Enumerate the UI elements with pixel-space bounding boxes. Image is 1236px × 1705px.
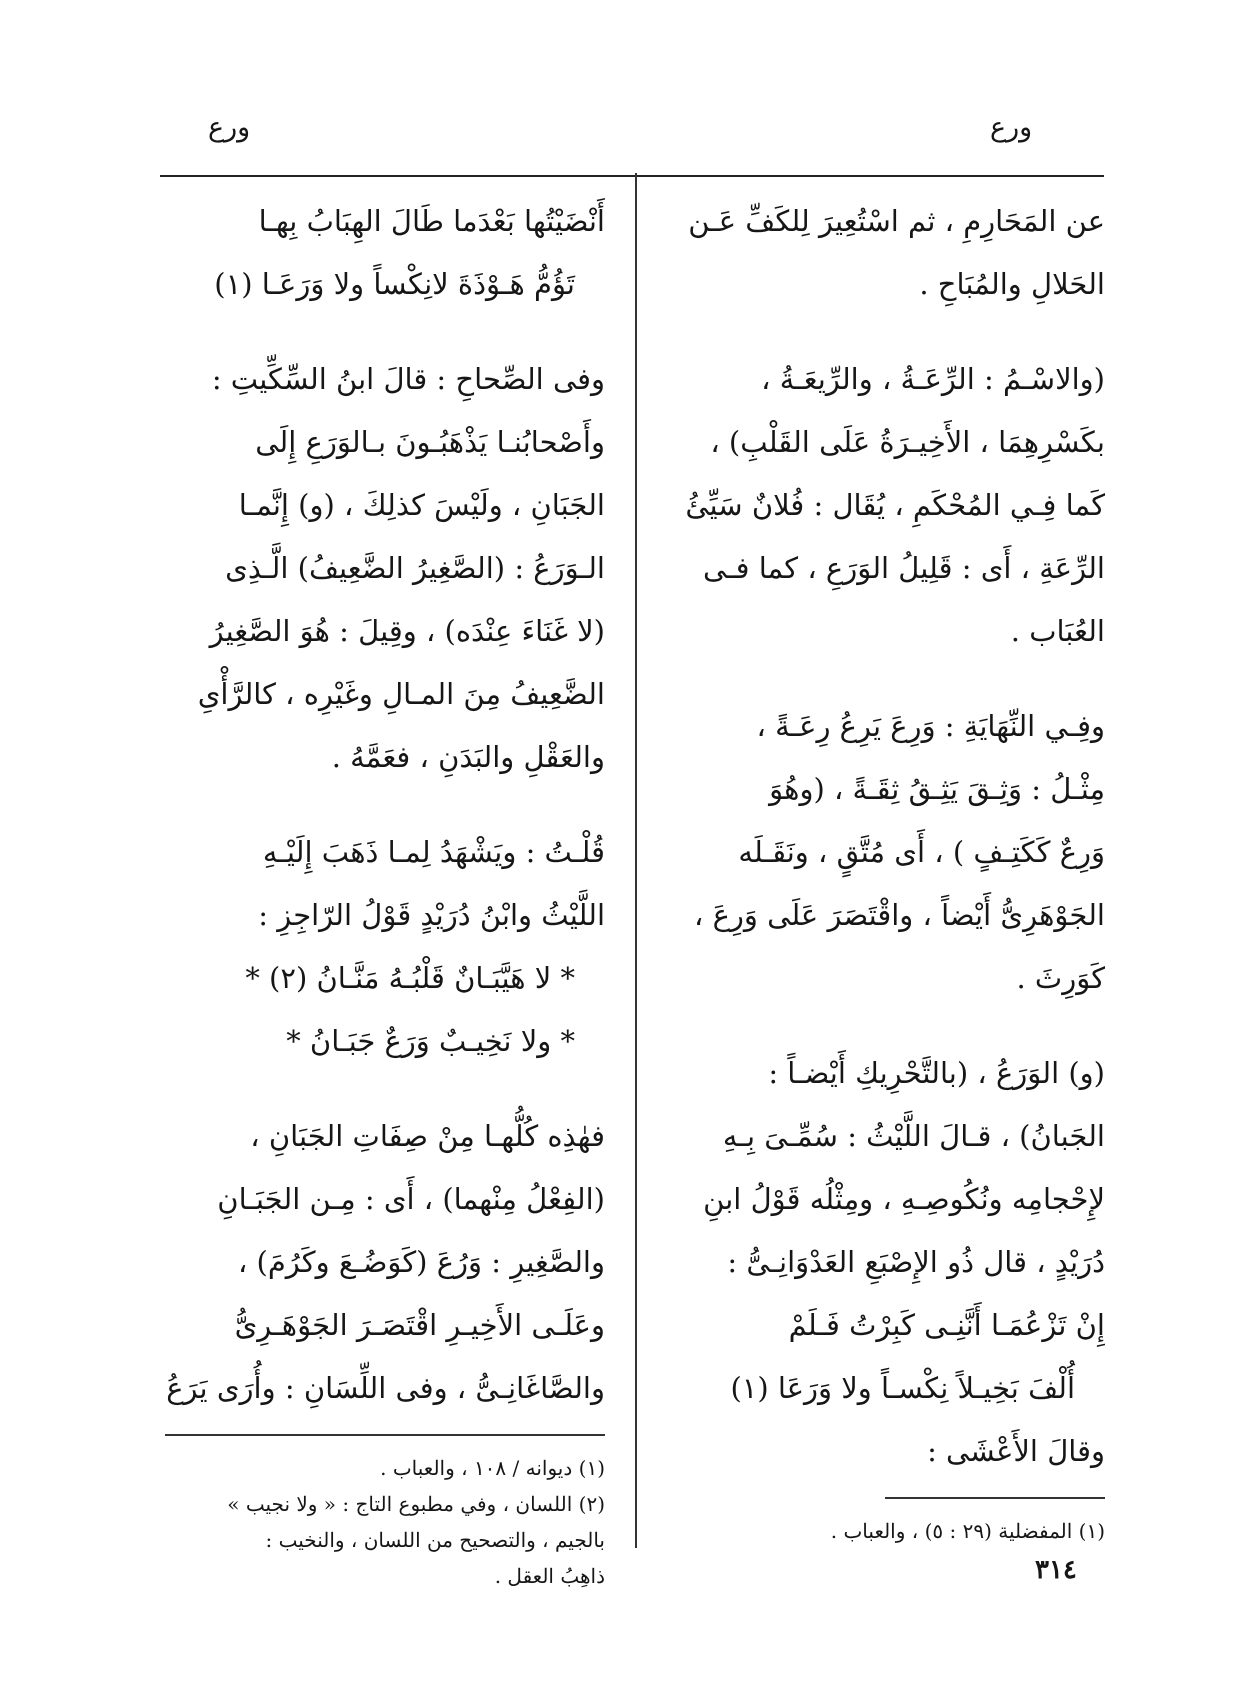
text-line: الجَبَانِ ، ولَيْسَ كذلِكَ ، (و) إِنَّمـا bbox=[238, 488, 605, 522]
footnote: بالجيم ، والتصحيح من اللسان ، والنخيب : bbox=[265, 1528, 605, 1552]
text-line: كَما فِـي المُحْكَمِ ، يُقَال : فُلانٌ سَيِّئُ bbox=[685, 488, 1105, 522]
verse-line: إِنْ تَزْعُمَـا أَنَّنِـى كَبِرْتُ فَـلَمْ bbox=[788, 1308, 1105, 1342]
footnote: (١) المفضلية (٢٩ : ٥) ، والعباب . bbox=[830, 1519, 1105, 1543]
running-head-right: ورع bbox=[990, 112, 1033, 143]
text-line: (لا غَنَاءَ عِنْدَه) ، وقِيلَ : هُوَ الصَّغِيرُ bbox=[209, 614, 605, 648]
page-number: ٣١٤ bbox=[1035, 1555, 1077, 1585]
text-line: الـوَرَعُ : (الصَّغِيرُ الضَّعِيفُ) الَّـذِى bbox=[225, 551, 605, 585]
text-line: كَوَرِثَ . bbox=[1016, 961, 1105, 995]
text-line: الرِّعَةِ ، أَى : قَلِيلُ الوَرَعِ ، كما فـى bbox=[702, 551, 1105, 585]
text-line: وَرِعٌ كَكَتِـفٍ ) ، أَى مُتَّقٍ ، ونَقَـلَه bbox=[738, 835, 1105, 869]
text-line: (و) الوَرَعُ ، (بالتَّحْرِيكِ أَيْضـاً : bbox=[768, 1056, 1105, 1090]
text-line: قُلْـتُ : ويَشْهَدُ لِمـا ذَهَبَ إِلَيْـهِ bbox=[262, 835, 605, 869]
footnote-rule bbox=[165, 1434, 605, 1436]
verse-line: * لا هَيَّبَـانٌ قَلْبُـهُ مَنَّـانُ (٢) * bbox=[245, 961, 575, 995]
text-line: وفِـي النِّهَايَةِ : وَرِعَ يَرِعُ رِعَـةً ، bbox=[756, 709, 1105, 743]
text-line: دُرَيْدٍ ، قال ذُو الإِصْبَعِ العَدْوَانِـىُّ : bbox=[727, 1245, 1105, 1279]
text-line: والصَّاغَانِـىُّ ، وفى اللِّسَانِ : وأُرَى يَرَعُ bbox=[166, 1371, 605, 1405]
verse-line: تَؤُمُّ هَـوْذَةَ لانِكْساً ولا وَرَعَـا (١) bbox=[214, 267, 575, 301]
text-line: الجَبانُ) ، قـالَ اللَّيْثُ : سُمِّـىَ بِـهِ bbox=[722, 1119, 1105, 1153]
footnote-rule bbox=[885, 1497, 1105, 1499]
footnote: ذاهِبُ العقل . bbox=[494, 1564, 605, 1588]
text-line: عن المَحَارِمِ ، ثم اسْتُعِيرَ لِلكَفِّ عَـن bbox=[688, 204, 1105, 238]
text-line: لإِحْجامِه ونُكُوصِـهِ ، ومِثْلُه قَوْلُ ابنِ bbox=[703, 1182, 1105, 1216]
text-line: اللَّيْثُ وابْنُ دُرَيْدٍ قَوْلُ الرّاجِزِ : bbox=[258, 898, 605, 932]
column-divider bbox=[635, 173, 637, 1548]
running-head-left: ورع bbox=[208, 112, 251, 143]
text-line: الضَّعِيفُ مِنَ المـالِ وغَيْرِه ، كالرَّأْىِ bbox=[197, 677, 605, 711]
text-line: والعَقْلِ والبَدَنِ ، فعَمَّهُ . bbox=[331, 740, 605, 774]
header-rule bbox=[160, 175, 1104, 177]
footnote: (٢) اللسان ، وفي مطبوع التاج : « ولا نجيب » bbox=[227, 1492, 605, 1516]
text-line: بكَسْرِهِمَا ، الأَخِيـرَةُ عَلَى القَلْبِ) ، bbox=[710, 425, 1105, 459]
text-line: وقالَ الأَعْشَى : bbox=[927, 1434, 1105, 1468]
text-line: فهٰذِه كُلُّهـا مِنْ صِفَاتِ الجَبَانِ ، bbox=[250, 1119, 605, 1153]
text-line: (الفِعْلُ مِنْهما) ، أَى : مِـن الجَبَـانِ bbox=[217, 1182, 605, 1216]
text-line: مِثْـلُ : وَثِـقَ يَثِـقُ ثِقَـةً ، (وهُوَ bbox=[769, 772, 1105, 806]
text-line: الجَوْهَرِىُّ أَيْضاً ، واقْتَصَرَ عَلَى وَرِعَ ، bbox=[694, 898, 1105, 932]
text-line: والصَّغِيرِ : وَرُعَ (كَوَضُـعَ وكَرُمَ) ، bbox=[237, 1245, 605, 1279]
text-line: (والاسْـمُ : الرِّعَـةُ ، والرِّيعَـةُ ، bbox=[761, 362, 1105, 396]
text-line: العُبَاب . bbox=[1010, 614, 1105, 648]
verse-line: أُلْفَ بَخِيـلاً نِكْسـاً ولا وَرَعَا (١) bbox=[730, 1371, 1075, 1405]
text-line: وعَلَـى الأَخِيـرِ اقْتَصَـرَ الجَوْهَـرِىُّ bbox=[234, 1308, 605, 1342]
text-line: الحَلالِ والمُبَاحِ . bbox=[919, 267, 1105, 301]
left-column bbox=[160, 190, 605, 1594]
text-line: وأَصْحابُنـا يَذْهَبُـونَ بـالوَرَعِ إِلَى bbox=[255, 425, 605, 459]
text-line: وفى الصِّحاحِ : قالَ ابنُ السِّكِّيتِ : bbox=[211, 362, 605, 396]
footnote: (١) ديوانه / ١٠٨ ، والعباب . bbox=[380, 1456, 605, 1480]
verse-line: أَنْضَيْتُها بَعْدَما طَالَ الهِبَابُ بِهـا bbox=[258, 204, 605, 238]
right-column bbox=[665, 190, 1105, 1549]
verse-line: * ولا نَخِيـبٌ وَرَعٌ جَبَـانُ * bbox=[286, 1024, 575, 1058]
